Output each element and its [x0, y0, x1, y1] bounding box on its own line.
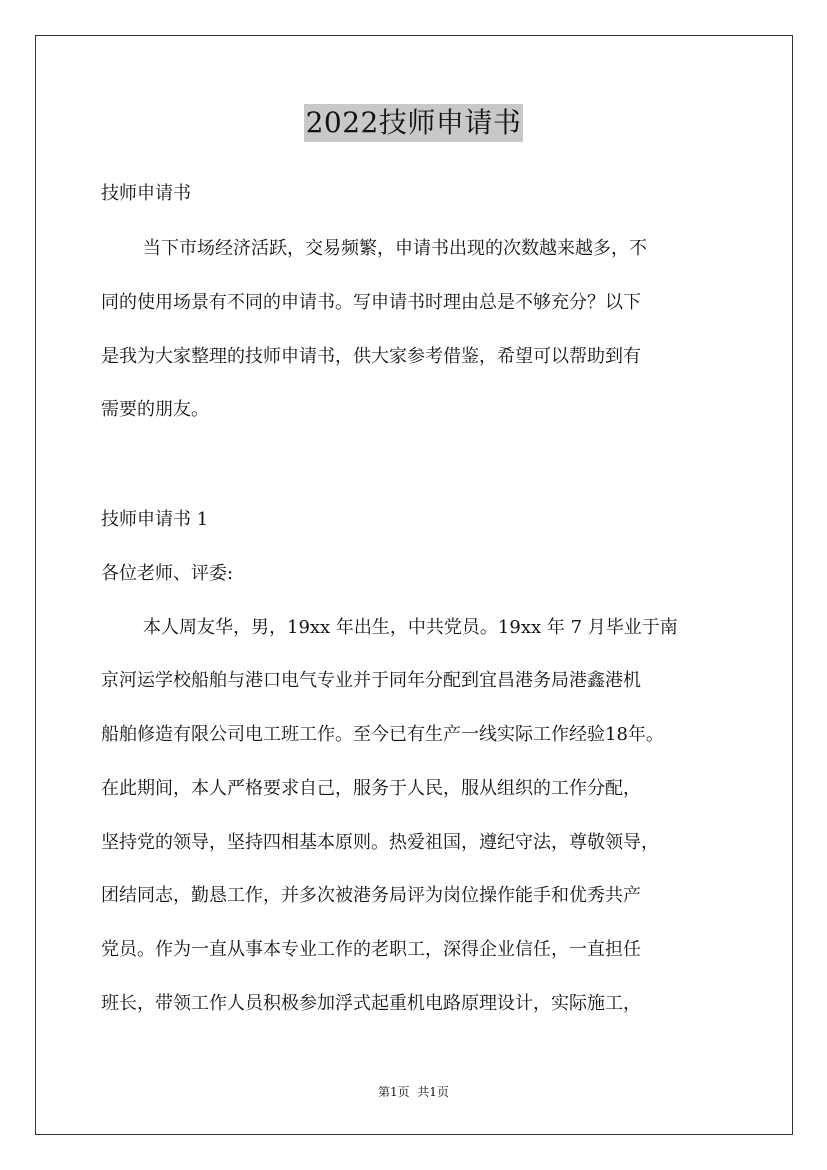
paragraph-line: 坚持党的领导，坚持四相基本原则。热爱祖国，遵纪守法，尊敬领导， — [101, 832, 659, 853]
page-footer: 第1页 共1页 — [378, 1085, 449, 1099]
paragraph-line: 是我为大家整理的技师申请书，供大家参考借鉴，希望可以帮助到有 — [101, 346, 641, 367]
paragraph-line: 需要的朋友。 — [101, 399, 209, 420]
paragraph-line: 同的使用场景有不同的申请书。写申请书时理由总是不够充分？以下 — [101, 292, 641, 313]
subtitle-line: 技师申请书 — [101, 183, 191, 204]
paragraph-line: 京河运学校船舶与港口电气专业并于同年分配到宜昌港务局港鑫港机 — [101, 670, 641, 691]
paragraph-line: 党员。作为一直从事本专业工作的老职工，深得企业信任，一直担任 — [101, 939, 641, 960]
paragraph-line: 班长，带领工作人员积极参加浮式起重机电路原理设计，实际施工， — [101, 993, 641, 1014]
salutation-line: 各位老师、评委: — [101, 563, 234, 584]
title-container — [0, 104, 827, 142]
paragraph-line: 团结同志，勤恳工作，并多次被港务局评为岗位操作能手和优秀共产 — [101, 885, 641, 906]
paragraph-line: 本人周友华，男，19xx 年出生，中共党员。19xx 年 7 月毕业于南 — [143, 617, 678, 638]
document-title: 2022技师申请书 — [304, 104, 524, 142]
paragraph-line: 当下市场经济活跃，交易频繁，申请书出现的次数越来越多，不 — [143, 238, 647, 259]
paragraph-line: 船舶修造有限公司电工班工作。至今已有生产一线实际工作经验18年。 — [101, 724, 664, 745]
paragraph-line: 在此期间，本人严格要求自己，服务于人民，服从组织的工作分配， — [101, 778, 641, 799]
section-heading: 技师申请书 1 — [101, 509, 209, 530]
